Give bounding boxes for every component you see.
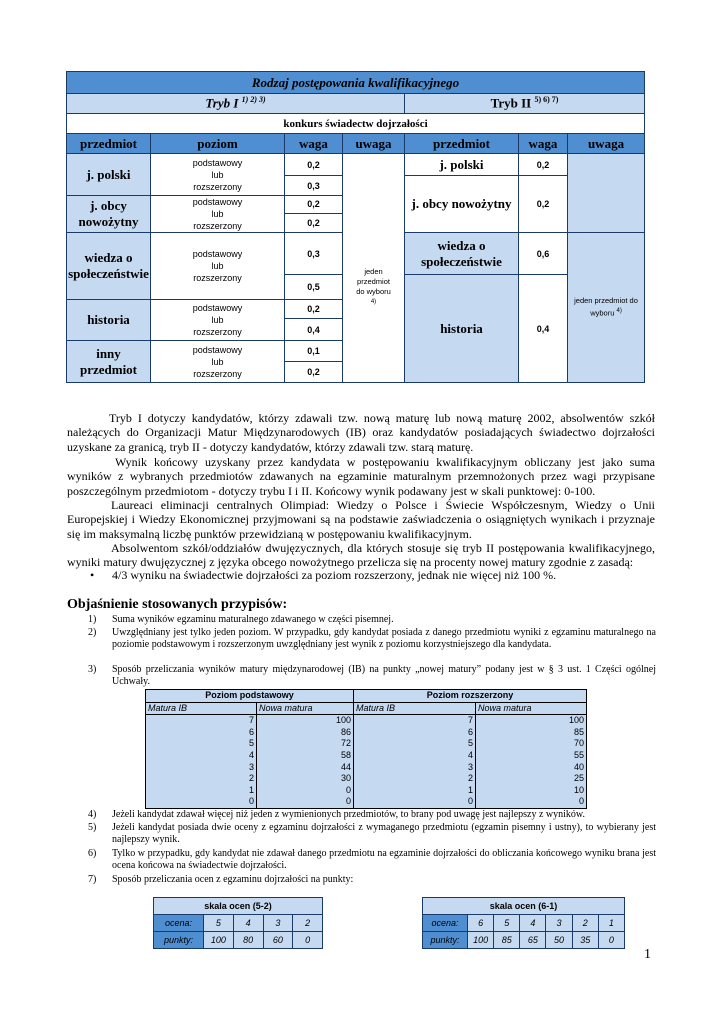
scale-label: punkty: <box>154 932 204 949</box>
col-header: waga <box>519 134 568 154</box>
grade-scale-5-2 <box>153 897 323 949</box>
table-title: Rodzaj postępowania kwalifikacyjnego <box>67 72 645 94</box>
ib-cell: 3 <box>146 762 257 774</box>
ib-cell: 0 <box>146 796 257 808</box>
ib-cell: 1 <box>146 785 257 797</box>
scale-grade: 3 <box>263 915 293 932</box>
bullet-text: 4/3 wyniku na świadectwie dojrzałości za poziom rozszerzony, jednak nie więcej niż 100 %. <box>112 568 557 582</box>
weight-cell: 0,3 <box>285 176 343 196</box>
scale-grade: 5 <box>204 915 234 932</box>
col-header: przedmiot <box>405 134 519 154</box>
scale-grade: 3 <box>546 915 572 932</box>
weight-cell: 0,2 <box>285 362 343 383</box>
weight-cell: 0,5 <box>285 275 343 300</box>
scale-title: skala ocen (6-1) <box>423 898 625 915</box>
level-cell: podstawowy lub rozszerzony <box>151 154 285 196</box>
ib-cell: 0 <box>257 785 354 797</box>
col-header: przedmiot <box>67 134 151 154</box>
scale-points: 65 <box>520 932 546 949</box>
scale-title: skala ocen (5-2) <box>154 898 323 915</box>
konkurs-header: konkurs świadectw dojrzałości <box>67 114 645 134</box>
subject-cell: inny przedmiot <box>67 341 151 383</box>
col-header: uwaga <box>568 134 645 154</box>
paragraph: Absolwentom szkół/oddziałów dwujęzycznych, dla których stosuje się tryb II postępowania kwalifikacyjnego, wyniki matury dwujęzycznej z języka obcego nowożytnego przelicza się na procenty nowej matury zgodnie z zasadą: <box>67 541 655 570</box>
ib-cell: 30 <box>257 773 354 785</box>
paragraph: Wynik końcowy uzyskany przez kandydata w postępowaniu kwalifikacyjnym obliczany jest jako suma wyników z wybranych przedmiotów zdawanych na egzaminie maturalnym przemnożonych przez wagi przypisane poszczególnym przedmiotom - dotyczy trybu I i II. Końcowy wynik podawany jest w skali punktowej: 0-100. <box>67 455 655 498</box>
ib-row <box>146 773 587 785</box>
ib-cell: 2 <box>354 773 476 785</box>
left-note-cell: jeden przedmiot do wyboru $^{4)}$ <box>343 154 405 383</box>
weight-cell: 0,2 <box>285 196 343 214</box>
right-empty-cell <box>568 154 645 233</box>
subject-cell: wiedza o społeczeństwie <box>405 233 519 275</box>
scale-points: 35 <box>572 932 598 949</box>
level-cell: podstawowy lub rozszerzony <box>151 233 285 300</box>
ib-row <box>146 750 587 762</box>
subject-cell: j. obcy nowożytny <box>405 176 519 233</box>
scale-points: 100 <box>468 932 494 949</box>
weight-cell: 0,6 <box>519 233 568 275</box>
ib-row <box>146 727 587 739</box>
ib-cell: 58 <box>257 750 354 762</box>
ib-row <box>146 785 587 797</box>
weight-cell: 0,2 <box>285 154 343 176</box>
subject-cell: historia <box>67 300 151 341</box>
weight-cell: 0,4 <box>519 275 568 383</box>
ib-cell: 5 <box>146 738 257 750</box>
ib-subheader: Nowa matura <box>257 702 354 715</box>
scale-points: 0 <box>293 932 323 949</box>
scale-points: 60 <box>263 932 293 949</box>
ib-subheader: Matura IB <box>146 702 257 715</box>
ib-header-basic: Poziom podstawowy <box>146 690 354 703</box>
ib-cell: 40 <box>476 762 587 774</box>
col-header: uwaga <box>343 134 405 154</box>
ib-subheader: Matura IB <box>354 702 476 715</box>
ib-cell: 0 <box>257 796 354 808</box>
ib-cell: 100 <box>257 715 354 727</box>
ib-row <box>146 738 587 750</box>
ib-cell: 4 <box>354 750 476 762</box>
ib-cell: 100 <box>476 715 587 727</box>
ib-cell: 6 <box>354 727 476 739</box>
ib-cell: 25 <box>476 773 587 785</box>
tryb-2-header: Tryb II $^{5) 6) 7)}$ <box>405 94 645 114</box>
ib-cell: 7 <box>146 715 257 727</box>
scale-grade: 4 <box>233 915 263 932</box>
ib-cell: 5 <box>354 738 476 750</box>
level-cell: podstawowy lub rozszerzony <box>151 196 285 233</box>
ib-header-extended: Poziom rozszerzony <box>354 690 587 703</box>
grade-scale-6-1 <box>422 897 625 949</box>
ib-cell: 70 <box>476 738 587 750</box>
weight-cell: 0,4 <box>285 319 343 341</box>
ib-cell: 72 <box>257 738 354 750</box>
scale-grade: 4 <box>520 915 546 932</box>
ib-cell: 85 <box>476 727 587 739</box>
right-note-cell: jeden przedmiot do wyboru $^{4)}$ <box>568 233 645 383</box>
ib-cell: 55 <box>476 750 587 762</box>
level-cell: podstawowy lub rozszerzony <box>151 300 285 341</box>
subject-cell: j. polski <box>405 154 519 176</box>
subject-cell: historia <box>405 275 519 383</box>
subject-cell: wiedza o społeczeństwie <box>67 233 151 300</box>
ib-row <box>146 796 587 808</box>
ib-cell: 86 <box>257 727 354 739</box>
ib-cell: 3 <box>354 762 476 774</box>
page-number: 1 <box>644 947 651 962</box>
ib-conversion-table <box>145 689 587 809</box>
ib-cell: 2 <box>146 773 257 785</box>
footnotes-heading: Objaśnienie stosowanych przypisów: <box>67 597 288 612</box>
paragraph: Laureaci eliminacji centralnych Olimpiad: Wiedzy o Polsce i Świecie Współczesnym, Wiedzy o Unii Europejskiej i Wiedzy Ekonomicznej przyjmowani są na podstawie zaświadczenia o osiągniętych wynikach i przyznaje się im maksymalną liczbę punktów przewidzianą w postępowaniu kwalifikacyjnym. <box>67 498 655 541</box>
scale-grade: 2 <box>293 915 323 932</box>
subject-cell: j. polski <box>67 154 151 196</box>
qualification-table <box>66 71 645 383</box>
scale-points: 0 <box>598 932 624 949</box>
col-header: waga <box>285 134 343 154</box>
scale-label: punkty: <box>423 932 468 949</box>
weight-cell: 0,2 <box>285 300 343 319</box>
bullet-icon: • <box>90 568 95 582</box>
level-cell: podstawowy lub rozszerzony <box>151 341 285 383</box>
ib-subheader: Nowa matura <box>476 702 587 715</box>
ib-row <box>146 715 587 727</box>
col-header: poziom <box>151 134 285 154</box>
ib-cell: 0 <box>476 796 587 808</box>
scale-points: 100 <box>204 932 234 949</box>
scale-grade: 5 <box>494 915 520 932</box>
weight-cell: 0,2 <box>519 176 568 233</box>
ib-cell: 4 <box>146 750 257 762</box>
ib-cell: 0 <box>354 796 476 808</box>
scale-grade: 1 <box>598 915 624 932</box>
scale-points: 85 <box>494 932 520 949</box>
weight-cell: 0,2 <box>519 154 568 176</box>
scale-points: 50 <box>546 932 572 949</box>
weight-cell: 0,2 <box>285 213 343 232</box>
ib-cell: 7 <box>354 715 476 727</box>
scale-label: ocena: <box>154 915 204 932</box>
ib-cell: 6 <box>146 727 257 739</box>
ib-row <box>146 762 587 774</box>
scale-points: 80 <box>233 932 263 949</box>
tryb-1-header: Tryb I $^{1) 2) 3)}$ <box>67 94 405 114</box>
scale-grade: 6 <box>468 915 494 932</box>
weight-cell: 0,1 <box>285 341 343 362</box>
weight-cell: 0,3 <box>285 233 343 275</box>
scale-label: ocena: <box>423 915 468 932</box>
scale-grade: 2 <box>572 915 598 932</box>
subject-cell: j. obcy nowożytny <box>67 196 151 233</box>
ib-cell: 44 <box>257 762 354 774</box>
ib-cell: 1 <box>354 785 476 797</box>
paragraph: Tryb I dotyczy kandydatów, którzy zdawali tzw. nową maturę lub nową maturę 2002, absolwentów szkół należących do Organizacji Matur Międzynarodowych (IB) oraz kandydatów posiadających świadectwo dojrzałości uzyskane za granicą, tryb II - dotyczy kandydatów, którzy zdawali tzw. starą maturę. <box>67 411 655 454</box>
ib-cell: 10 <box>476 785 587 797</box>
